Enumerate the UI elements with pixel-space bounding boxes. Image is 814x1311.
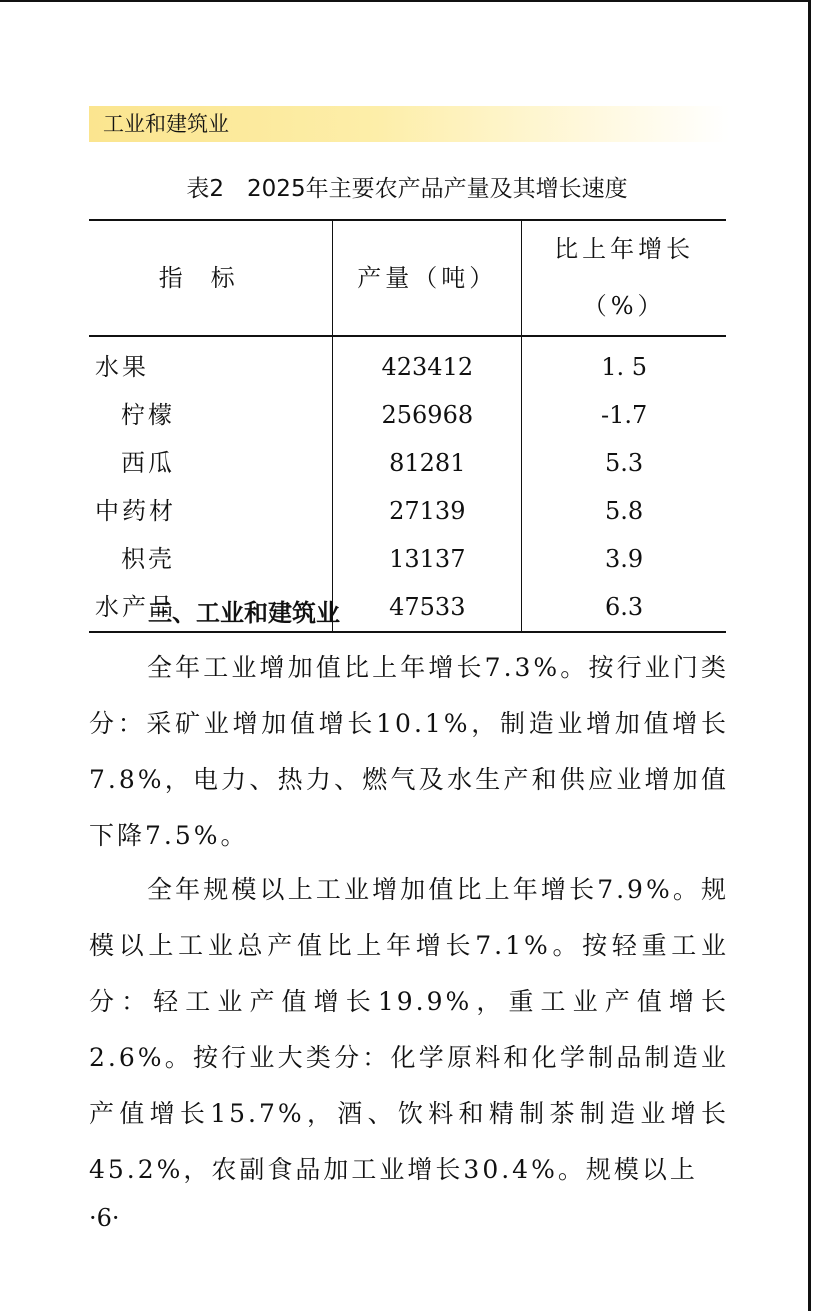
page-top-border xyxy=(0,0,811,2)
row-growth: 5.8 xyxy=(522,487,726,535)
section-heading: 三、工业和建筑业 xyxy=(148,599,340,627)
section-banner-label: 工业和建筑业 xyxy=(103,112,229,136)
row-growth: 5.3 xyxy=(522,439,726,487)
row-output: 256968 xyxy=(333,391,522,439)
page-right-border xyxy=(808,0,811,1311)
row-name: 水果 xyxy=(95,353,149,381)
row-name: 水产品 xyxy=(89,583,333,632)
row-growth: 3.9 xyxy=(522,535,726,583)
table-row xyxy=(89,336,726,391)
header-growth: 比上年增长（%） xyxy=(522,220,726,336)
row-output: 47533 xyxy=(333,583,522,632)
row-output: 13137 xyxy=(333,535,522,583)
header-output: 产量（吨） xyxy=(333,220,522,336)
row-growth: 1. 5 xyxy=(522,336,726,391)
row-name: 中药材 xyxy=(95,497,176,525)
row-growth: 6.3 xyxy=(522,583,726,632)
table-header-row xyxy=(89,220,726,336)
row-name: 枳壳 xyxy=(121,545,175,573)
row-output: 81281 xyxy=(333,439,522,487)
page-number: ·6· xyxy=(89,1204,120,1232)
body-paragraph-large-scale-industry: 全年规模以上工业增加值比上年增长7.9%。规模以上工业总产值比上年增长7.1%。按轻重工业分：轻工业产值增长19.9%，重工业产值增长2.6%。按行业大类分：化学原料和化学制品制造业产值增长15.7%，酒、饮料和精制茶制造业增长45.2%，农副食品加工业增长30.4%。规模以上 xyxy=(89,875,729,1184)
body-paragraph-industry-value-added: 全年工业增加值比上年增长7.3%。按行业门类分：采矿业增加值增长10.1%，制造业增加值增长7.8%，电力、热力、燃气及水生产和供应业增加值下降7.5%。 xyxy=(89,653,729,850)
table-row xyxy=(89,439,726,487)
row-name: 柠檬 xyxy=(121,401,175,429)
row-growth: -1.7 xyxy=(522,391,726,439)
header-indicator: 指标 xyxy=(89,220,333,336)
row-output: 27139 xyxy=(333,487,522,535)
table-title: 表2 2025年主要农产品产量及其增长速度 xyxy=(186,176,628,202)
row-name: 西瓜 xyxy=(121,449,175,477)
production-table xyxy=(89,219,726,633)
table-row xyxy=(89,391,726,439)
table-row xyxy=(89,535,726,583)
row-output: 423412 xyxy=(333,336,522,391)
table-row xyxy=(89,487,726,535)
section-banner xyxy=(89,106,729,142)
